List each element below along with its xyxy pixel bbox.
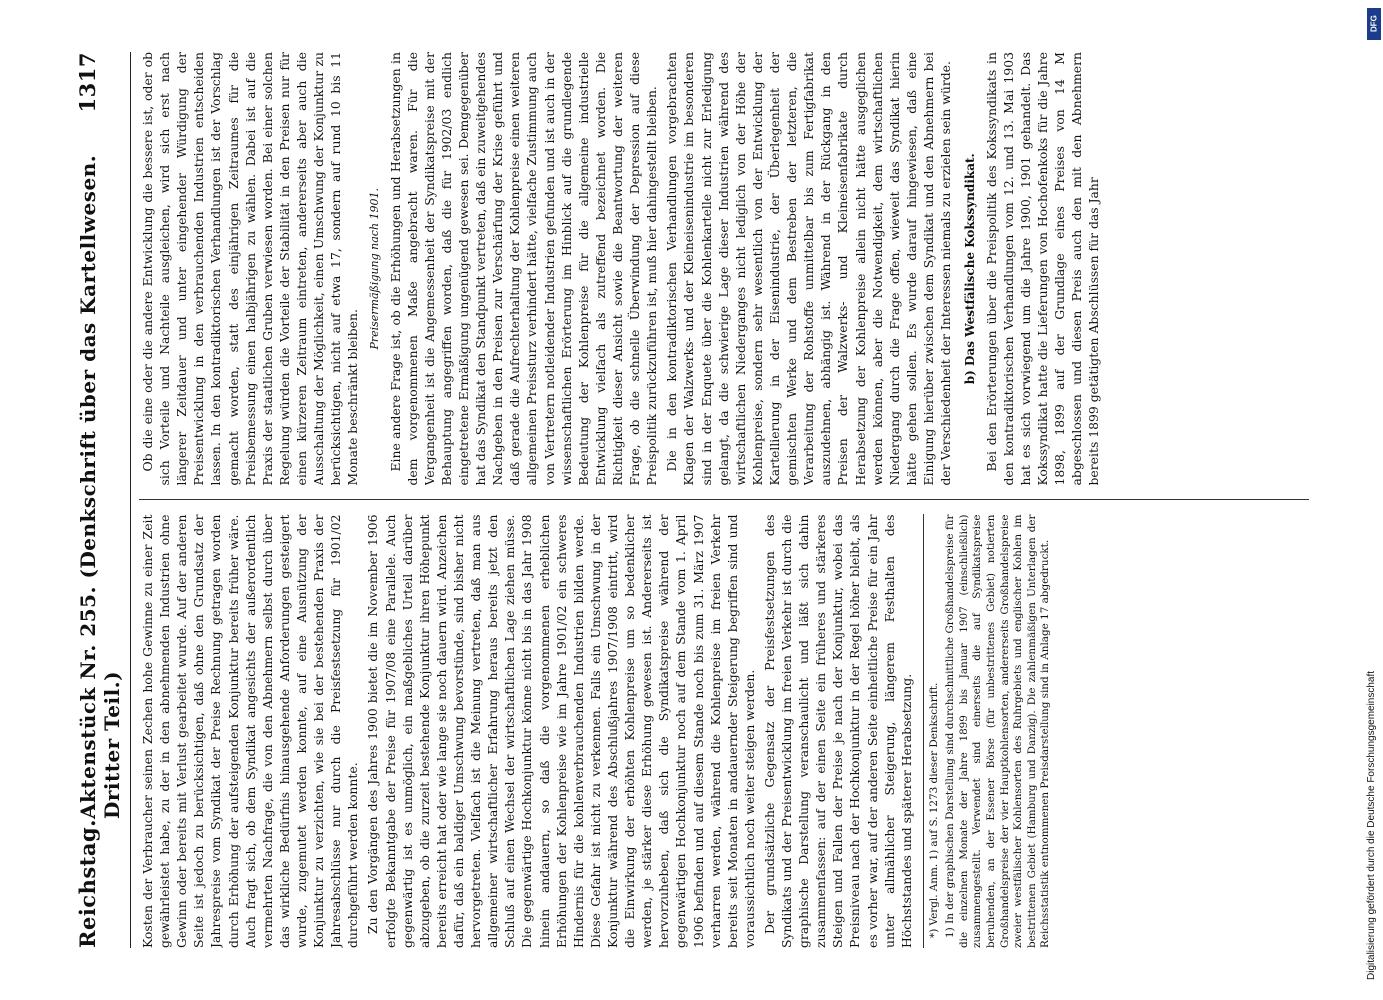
right-paragraph-1: Ob die eine oder die andere Entwicklung die bessere ist, oder ob sich Vorteile und Nachteile ausgleichen, wird sich erst nach längerer Zeitdauer und unter eingehender Würdigung der Preisentwicklung in den verbrauchenden Industrien entscheiden lassen. In den kontradiktorischen Verhandlungen ist der Vorschlag gemacht worden, statt des einjährigen Zeitraumes für die Preisbemessung einen halbjährigen zu wählen. Dabei ist auf die Praxis der staatlichen Gruben verwiesen worden. Bei einer solchen Regelung würden die Vorteile der Stabilität in den Preisen nur für einen kürzeren Zeitraum eintreten, andererseits aber auch die Ausschaltung der Möglichkeit, einen Umschwung der Konjunktur zu berücksichtigen, nicht auf etwa 17, sondern auf rund 10 bis 11 Monate beschränkt bleiben. (139, 52, 360, 486)
left-paragraph-2: Zu den Vorgängen des Jahres 1900 bietet die im November 1906 erfolgte Bekanntgabe der Preise für 1907/08 eine Parallele. Auch gegenwärtig ist es unmöglich, ein maßgebliches Urteil darüber abzugeben, ob die zurzeit bestehende Konjunktur ihren Höhepunkt bereits erreicht hat oder wie lange sie noch dauern wird. Anzeichen dafür, daß ein baldiger Umschwung bevorstünde, sind bisher nicht hervorgetreten. Vielfach ist die Meinung vertreten, daß man aus allgemeiner wirtschaftlicher Erfahrung heraus bereits jetzt den Schluß auf einen Wechsel der wirtschaftlichen Lage ziehen müsse. Die gegenwärtige Hochkonjunktur könne nicht bis in das Jahr 1908 hinein andauern, so daß die vorgenommenen erheblichen Erhöhungen der Kohlenpreise wie im Jahre 1901/02 ein schweres Hindernis für die kohlenverbrauchenden Industrien bilden werde. Diese Gefahr ist nicht zu verkennen. Falls ein Umschwung in der Konjunktur während des Abschlußjahres 1907/1908 eintritt, wird die Einwirkung der erhöhten Kohlenpreise um so bedenklicher werden, je stärker diese Erhöhung gewesen ist. Andererseits ist hervorzuheben, daß sich die Syndikatspreise während der gegenwärtigen Hochkonjunktur noch auf dem Stande vom 1. April 1906 befinden und auf diesem Stande noch bis zum 31. März 1907 verharren werden, während die Kohlenpreise im freien Verkehr bereits seit Monaten in andauernder Steigerung begriffen sind und voraussichtlich noch weiter steigen werden. (364, 514, 757, 948)
digitization-note: Digitalisierung gefördert durch die Deutsche Forschungsgemeinschaft (1366, 670, 1377, 980)
page-number: 1317 (74, 52, 100, 113)
header-part-label: Dritter Teil.) (99, 670, 124, 820)
left-paragraph-1: Kosten der Verbraucher seinen Zechen hohe Gewinne zu einer Zeit gewährleistet habe, zu der in den abnehmenden Industrien ohne Gewinn oder bereits mit Verlust gearbeitet wurde. Auf der anderen Seite ist jedoch zu berücksichtigen, daß ohne den Grundsatz der Jahrespreise vom Syndikat der Preise Rechnung getragen worden durch Erhöhung der aufsteigenden Konjunktur bereits früher wäre. Auch fragt sich, ob dem Syndikat angesichts der außerordentlich vermehrten Nachfrage, die von den Abnehmern selbst durch über das wirkliche Bedürfnis hinausgehende Anforderungen gesteigert wurde, zugemutet werden konnte, auf eine Ausnützung der Konjunktur zu verzichten, wie sie bei der bestehenden Praxis der Jahresabschlüsse nur durch die Preisfestsetzung für 1901/02 durchgeführt werden konnte. (139, 514, 360, 948)
footnote-2: 1) In der graphischen Darstellung sind durchschnittliche Großhandelspreise für die einzelnen Monate der Jahre 1899 bis Januar 1907 (einschließlich) zusammengestellt. Verwendet sind einerseits die auf Syndikatspreise beruhenden, an der Essener Börse (für unbestrittenes Gebiet) notierten Großhandelspreise der vier Hauptkohlensorten, andererseits Großhandelspreise zweier westfälischer Kohlensorten des Ruhrgebiets und englischer Kohlen im bestrittenen Gebiet (Hamburg und Danzig). Die zahlenmäßigen Unterlagen der Reichsstatistik entnommenen Preisdarstellung sind in Anlage 17 abgedruckt. (943, 514, 1051, 948)
scanned-page (57, 30, 1327, 970)
left-paragraph-3: Der grundsätzliche Gegensatz der Preisfestsetzungen des Syndikats und der Preisentwicklung im freien Verkehr ist durch die graphische Darstellung veranschaulicht und läßt sich dahin zusammenfassen: auf der einen Seite ein früheres und stärkeres Steigen und Fallen der Preise je nach der Konjunktur, wobei das Preisniveau nach der Hochkonjunktur in der Regel höher bleibt, als es vorher war, auf der anderen Seite einheitliche Preise für ein Jahr unter allmählicher Steigerung, längerem Festhalten des Höchststandes und späterer Herabsetzung. (761, 514, 914, 948)
dfg-logo: DFG (1367, 8, 1381, 40)
right-paragraph-3: Die in den kontradiktorischen Verhandlungen vorgebrachten Klagen der Walzwerks- und der Kleineisenindustrie im besonderen sind in der Enquete über die Kohlenkartelle nicht zur Erledigung gelangt, da die schwierige Lage dieser Industrien während des wirtschaftlichen Niederganges nicht lediglich von der Höhe der Kohlenpreise, sondern sehr wesentlich von der Entwicklung der Kartellierung in der Eisenindustrie, der Überlegenheit der gemischten Werke und dem Bestreben der letzteren, die Verarbeitung der Rohstoffe unmittelbar bis zum Fertigfabrikat auszudehnen, abhängig ist. Während in der Rückgang in den Preisen der Walzwerks- und Kleineisenfabrikate durch Herabsetzung der Kohlenpreise allein nicht hätte ausgeglichen werden können, aber die Notwendigkeit, dem wirtschaftlichen Niedergang durch die Frage offen, wieweit das Syndikat hierin hätte gehen sollen. Es wurde darauf hingewiesen, daß eine Einigung hierüber zwischen dem Syndikat und den Abnehmern bei der Verschiedenheit der Interessen niemals zu erzielen sein würde. (663, 52, 953, 486)
header-left: Reichstag. (74, 819, 100, 948)
footnotes (922, 515, 1052, 949)
section-heading: b) Das Westfälische Kokssyndikat. (962, 153, 977, 385)
column-divider (139, 500, 1309, 501)
right-paragraph-2: Eine andere Frage ist, ob die Erhöhungen und Herabsetzungen in dem vorgenommenen Maße angebracht waren. Für die Vergangenheit ist die Angemessenheit der Syndikatspreise mit der Behauptung angegriffen worden, daß die für 1902/03 endlich eingetretene Ermäßigung ungenügend gewesen sei. Demgegenüber hat das Syndikat den Standpunkt vertreten, daß ein zuweitgehendes Nachgeben in den Preisen zur Verschärfung der Krise geführt und daß gerade die Aufrechterhaltung der Kohlenpreise einen weiteren allgemeinen Preissturz verhindert hätte, vielfache Zustimmung auch von Vertretern notleidender Industrien gefunden und ist auch in der wissenschaftlichen Erörterung im Hinblick auf die grundlegende Bedeutung der Kohlenpreise für die allgemeine industrielle Entwicklung vielfach als zutreffend bezeichnet worden. Die Richtigkeit dieser Ansicht sowie die Beantwortung der weiteren Frage, ob die schnelle Überwindung der Depression auf diese Preispolitik zurückzuführen ist, muß hier dahingestellt bleiben. (387, 52, 659, 486)
text-columns (139, 52, 1309, 948)
right-column (139, 52, 1309, 486)
footnote-1: *) Vergl. Anm. 1) auf S. 1273 dieser Denkschrift. (927, 682, 940, 938)
left-column (139, 515, 1309, 949)
right-paragraph-4: Bei den Erörterungen über die Preispolitik des Kokssyndikats in den kontradiktorischen Verhandlungen vom 12. und 13. Mai 1903 hat es sich vorwiegend um die Jahre 1900, 1901 gehandelt. Das Kokssyndikat hatte die Lieferungen von Hochofenkoks für die Jahre 1898, 1899 auf der Grundlage eines Preises von 14 M abgeschlossen und diesen Preis auch den mit den Abnehmern bereits 1899 getätigten Abschlüssen für das Jahr (983, 52, 1101, 486)
sub-heading: Preisermäßigung nach 1901. (367, 187, 381, 350)
page-header (75, 52, 131, 948)
header-center: Aktenstück Nr. 255. (Denkschrift über das Kartellwesen. (75, 154, 100, 820)
